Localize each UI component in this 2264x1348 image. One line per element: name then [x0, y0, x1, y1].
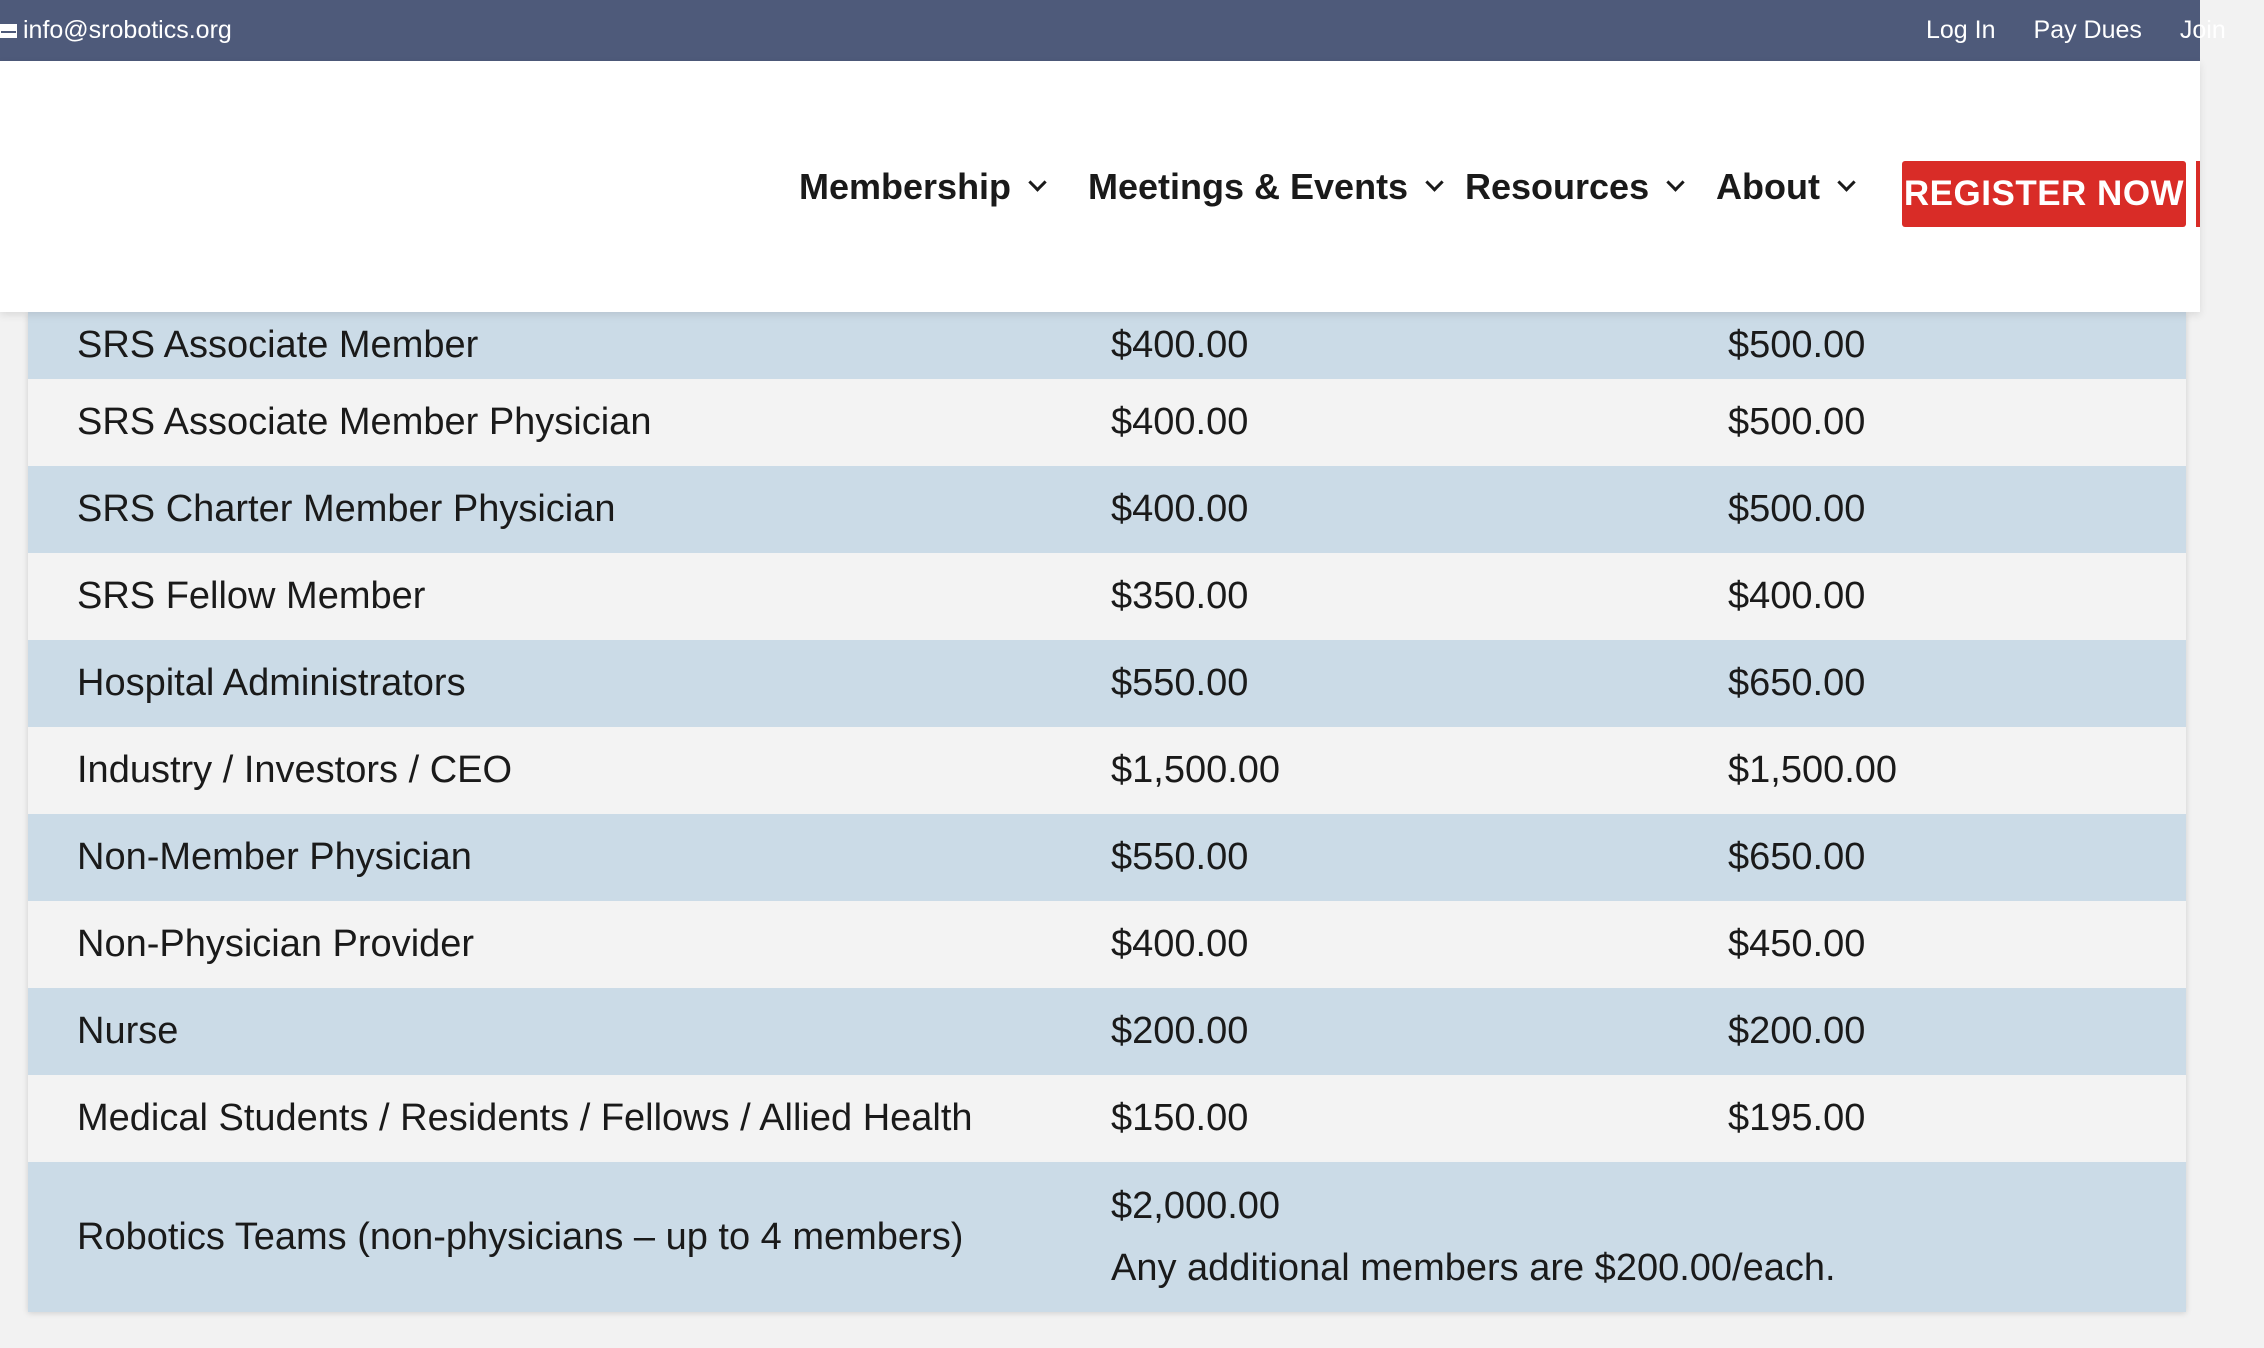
- regular-price: $1,500.00: [1728, 749, 1898, 791]
- early-price: $400.00: [1111, 488, 1249, 530]
- table-row: [28, 901, 2186, 988]
- nav-meetings-events-label: Meetings & Events: [1088, 165, 1409, 207]
- contact-email-text[interactable]: info@srobotics.org: [23, 16, 232, 44]
- early-price: $550.00: [1111, 836, 1249, 878]
- main-nav: [0, 61, 2200, 312]
- registration-fees-table: [28, 312, 2186, 1312]
- nav-membership-label: Membership: [799, 165, 1012, 207]
- regular-price: $500.00: [1728, 401, 1866, 443]
- regular-price: $500.00: [1728, 324, 1866, 366]
- registration-type: Industry / Investors / CEO: [77, 749, 513, 791]
- regular-price: $650.00: [1728, 662, 1866, 704]
- team-additional-note: Any additional members are $200.00/each.: [1111, 1247, 1836, 1289]
- early-price: $200.00: [1111, 1010, 1249, 1052]
- nav-membership[interactable]: [799, 61, 1044, 312]
- header-edge-mark: [2196, 161, 2200, 227]
- table-row: [28, 640, 2186, 727]
- chevron-down-icon: [1028, 173, 1046, 191]
- nav-resources-label: Resources: [1465, 165, 1650, 207]
- top-links: [1926, 0, 2264, 61]
- join-link[interactable]: Join: [2179, 16, 2226, 44]
- site-header: [0, 61, 2200, 312]
- table-row: [28, 1075, 2186, 1162]
- table-row: [28, 553, 2186, 640]
- registration-type: Medical Students / Residents / Fellows / Allied Health: [77, 1097, 973, 1139]
- register-now-button[interactable]: REGISTER NOW: [1902, 161, 2186, 227]
- top-bar: [0, 0, 2226, 61]
- early-price: $550.00: [1111, 662, 1249, 704]
- chevron-down-icon: [1837, 173, 1855, 191]
- early-price: $400.00: [1111, 923, 1249, 965]
- log-in-link[interactable]: Log In: [1926, 16, 1996, 44]
- table-row: [28, 988, 2186, 1075]
- table-row: [28, 466, 2186, 553]
- registration-type: Non-Member Physician: [77, 836, 472, 878]
- table-row: [28, 1162, 2186, 1312]
- early-price: $1,500.00: [1111, 749, 1281, 791]
- regular-price: $200.00: [1728, 1010, 1866, 1052]
- nav-about[interactable]: [1716, 61, 1853, 312]
- early-price: $400.00: [1111, 401, 1249, 443]
- registration-type: Non-Physician Provider: [77, 923, 475, 965]
- registration-type: Robotics Teams (non-physicians – up to 4 members): [77, 1215, 964, 1258]
- early-price: $150.00: [1111, 1097, 1249, 1139]
- chevron-down-icon: [1666, 173, 1684, 191]
- regular-price: $195.00: [1728, 1097, 1866, 1139]
- registration-type: SRS Associate Member Physician: [77, 401, 652, 443]
- team-price-cell: [1111, 1162, 1836, 1312]
- regular-price: $400.00: [1728, 575, 1866, 617]
- table-row: [28, 379, 2186, 466]
- nav-about-label: About: [1716, 165, 1820, 207]
- registration-type: SRS Associate Member: [77, 324, 479, 366]
- nav-meetings-events[interactable]: [1088, 61, 1441, 312]
- regular-price: $450.00: [1728, 923, 1866, 965]
- chevron-down-icon: [1425, 173, 1443, 191]
- nav-resources[interactable]: [1465, 61, 1682, 312]
- early-price: $350.00: [1111, 575, 1249, 617]
- registration-type: Nurse: [77, 1010, 179, 1052]
- table-row: [28, 814, 2186, 901]
- registration-type: SRS Fellow Member: [77, 575, 426, 617]
- early-price: $400.00: [1111, 324, 1249, 366]
- registration-type: Hospital Administrators: [77, 662, 466, 704]
- table-row: [28, 727, 2186, 814]
- team-price: $2,000.00: [1111, 1185, 1281, 1227]
- regular-price: $650.00: [1728, 836, 1866, 878]
- regular-price: $500.00: [1728, 488, 1866, 530]
- table-row: [28, 312, 2186, 379]
- pay-dues-link[interactable]: Pay Dues: [2033, 16, 2142, 44]
- registration-type: SRS Charter Member Physician: [77, 488, 616, 530]
- mail-icon: [0, 24, 17, 38]
- contact-email[interactable]: [0, 0, 232, 61]
